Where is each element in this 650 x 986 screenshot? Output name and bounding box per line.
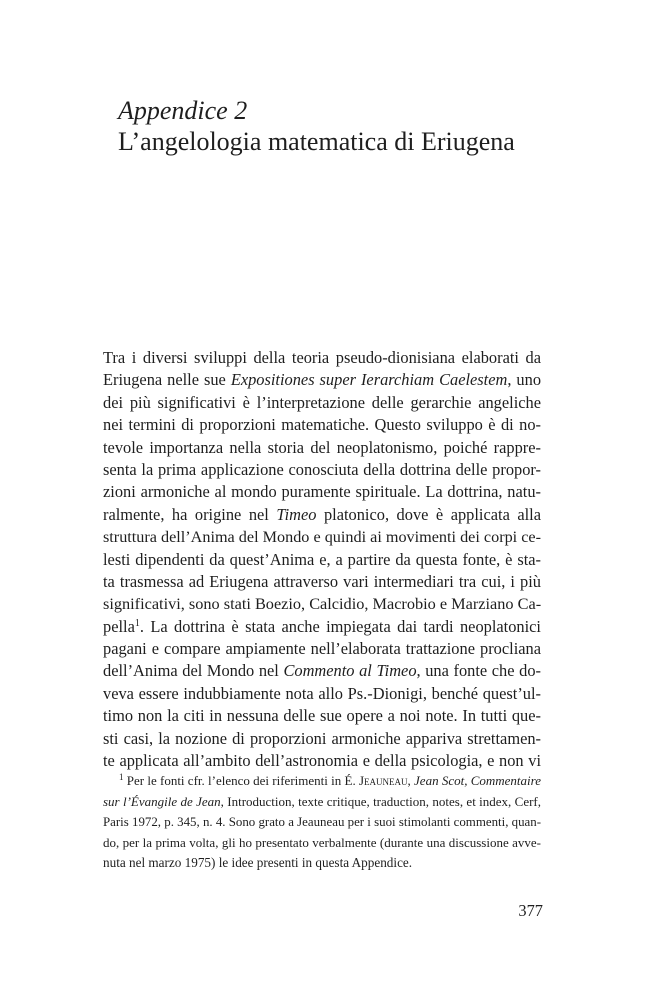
chapter-header <box>118 96 558 158</box>
text-line: Eriugena nelle sue Expositiones super Ierarchiam Caelestem, uno <box>103 370 542 390</box>
appendix-label: Appendice 2 <box>118 96 248 125</box>
text-line: pella$^1$. La dottrina è stata anche impiegata dai tardi neoplatonici <box>103 616 541 636</box>
text-line: senta la prima applicazione conosciuta della dottrina delle propor- <box>103 459 541 479</box>
text-line: ralmente, ha origine nel Timeo platonico, dove è applicata alla <box>103 504 541 524</box>
footnote-line: $^1$ Per le fonti cfr. l’elenco dei riferimenti in É. Jeauneau, Jean Scot, Commentaire <box>119 772 542 788</box>
text-line: nei termini di proporzioni matematiche. Questo sviluppo è di no- <box>103 415 541 435</box>
text-line: zioni armoniche al mondo puramente spirituale. La dottrina, natu- <box>103 482 541 502</box>
text-line: dei più significativi è l’interpretazione delle gerarchie angeliche <box>103 392 541 412</box>
text-line: significativi, sono stati Boezio, Calcidio, Macrobio e Marziano Ca- <box>103 594 542 614</box>
text-line: tevole importanza nella storia del neoplatonismo, poiché rappre- <box>103 437 541 457</box>
text-line: Tra i diversi sviluppi della teoria pseudo-dionisiana elaborati da <box>103 348 541 367</box>
footnote-line: sur l’Évangile de Jean, Introduction, texte critique, traduction, notes, et index, Cerf, <box>103 793 541 809</box>
footnote-line: Paris 1972, p. 345, n. 4. Sono grato a Jeauneau per i suoi stimolanti commenti, quan- <box>103 815 541 830</box>
body-text <box>103 347 541 772</box>
footnote-reference[interactable]: 1 <box>134 617 140 629</box>
text-line: timo non la citi in nessuna delle sue opere a noi note. In tutti que- <box>103 706 541 726</box>
footnote-marker: 1 <box>119 772 124 782</box>
text-line: dell’Anima del Mondo nel Commento al Timeo, una fonte che do- <box>103 661 541 681</box>
text-line: sti casi, la nozione di proporzioni armoniche appariva strettamen- <box>103 728 541 748</box>
text-line: struttura dell’Anima del Mondo e quindi ai movimenti dei corpi ce- <box>103 528 541 547</box>
chapter-title: L’angelologia matematica di Eriugena <box>118 127 515 156</box>
footnote-line: nuta nel marzo 1975) le idee presenti in questa Appendice. <box>103 855 413 871</box>
text-line: ta trasmessa ad Eriugena attraverso vari intermediari tra cui, i più <box>103 571 541 591</box>
text-line: pagani e compare ampiamente nell’elaborata trattazione procliana <box>103 639 541 659</box>
text-line: veva essere indubbiamente nota allo Ps.-Dionigi, benché quest’ul- <box>103 683 541 703</box>
text-line: te applicata all’ambito dell’astronomia e della psicologia, e non vi <box>103 751 541 771</box>
page-number: 377 <box>518 901 543 920</box>
footnote <box>103 771 541 874</box>
footnote-line: do, per la prima volta, gli ho presentato verbalmente (durante una discussione avve- <box>103 834 541 850</box>
text-line: lesti dipendenti da quest’Anima e, a partire da questa fonte, è sta- <box>103 549 541 569</box>
